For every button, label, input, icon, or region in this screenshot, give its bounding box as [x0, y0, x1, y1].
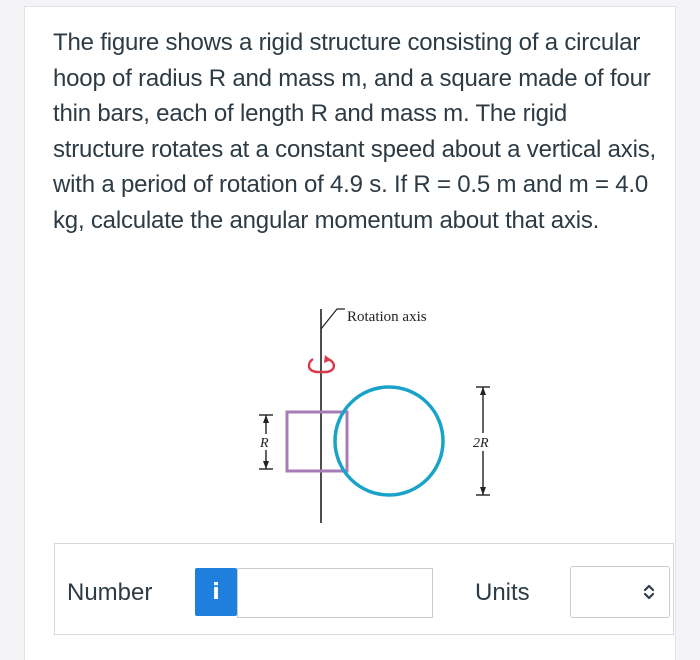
info-icon[interactable]: i	[195, 568, 237, 616]
answer-row	[54, 543, 674, 635]
square-label: R	[260, 436, 269, 451]
question-text: The figure shows a rigid structure consisting of a circular hoop of radius R and mass m, and a square made of four thin bars, each of length R and mass m. The rigid structure rotates at a constant speed about a vertical axis, with a period of rotation of 4.9 s. If R = 0.5 m and m = 4.0 kg, calculate the angular momentum about that axis.	[53, 29, 657, 234]
rotation-figure	[215, 297, 505, 527]
circular-hoop	[335, 387, 443, 495]
units-label: Units	[475, 579, 530, 606]
units-select[interactable]	[570, 566, 670, 618]
hoop-label: 2R	[473, 436, 489, 451]
axis-label: Rotation axis	[347, 309, 427, 325]
updown-chevron-icon	[643, 583, 655, 601]
question-card	[24, 6, 676, 660]
number-label: Number	[67, 579, 153, 606]
axis-label-leader	[321, 309, 345, 329]
number-input[interactable]	[237, 568, 433, 618]
